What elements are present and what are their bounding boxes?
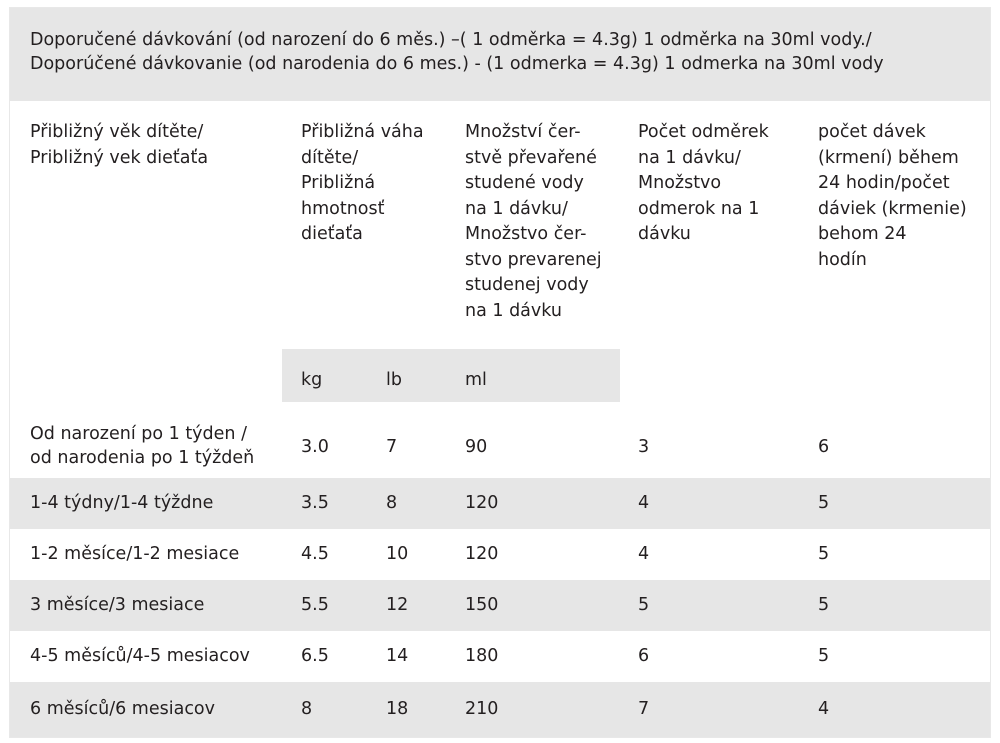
- title-line-czech: Doporučené dávkování (od narození do 6 měs.) –( 1 odměrka = 4.3g) 1 odměrka na 30ml vody./: [30, 30, 872, 50]
- units-band: [282, 349, 620, 402]
- cell-lb: 12: [386, 595, 409, 615]
- cell-scoops: 3: [638, 437, 650, 457]
- title-line-slovak: Doporúčené dávkovanie (od narodenia do 6 mes.) - (1 odmerka = 4.3g) 1 odmerka na 30ml vody: [30, 54, 884, 74]
- cell-lb: 8: [386, 493, 398, 513]
- cell-lb: 10: [386, 544, 409, 564]
- cell-lb: 7: [386, 437, 398, 457]
- cell-feeds: 5: [818, 595, 830, 615]
- cell-scoops: 5: [638, 595, 650, 615]
- cell-ml: 90: [465, 437, 488, 457]
- table-row: [10, 403, 990, 478]
- table-row: [10, 631, 990, 682]
- cell-ml: 180: [465, 646, 499, 666]
- cell-kg: 5.5: [301, 595, 329, 615]
- cell-feeds: 6: [818, 437, 830, 457]
- header-weight: Přibližná váha dítěte/ Približná hmotnosť dieťaťa: [301, 122, 424, 244]
- cell-feeds: 5: [818, 493, 830, 513]
- table-row: [10, 529, 990, 580]
- cell-feeds: 5: [818, 646, 830, 666]
- header-water: Množství čer- stvě převařené studené vody na 1 dávku/ Množstvo čer- stvo prevarenej studenej vody na 1 dávku: [465, 122, 602, 321]
- unit-lb: lb: [386, 370, 402, 390]
- cell-age: 1-2 měsíce/1-2 mesiace: [30, 544, 240, 564]
- header-scoops: Počet odměrek na 1 dávku/ Množstvo odmerok na 1 dávku: [638, 122, 769, 244]
- cell-feeds: 5: [818, 544, 830, 564]
- table-row: [10, 682, 990, 737]
- header-feeds: počet dávek (krmení) během 24 hodin/počet dáviek (krmenie) behom 24 hodín: [818, 122, 967, 270]
- cell-age: 3 měsíce/3 mesiace: [30, 595, 205, 615]
- cell-kg: 3.0: [301, 437, 329, 457]
- cell-ml: 210: [465, 699, 499, 719]
- cell-age: 1-4 týdny/1-4 týždne: [30, 493, 214, 513]
- table-row: [10, 580, 990, 631]
- unit-ml: ml: [465, 370, 487, 390]
- header-age: Přibližný věk dítěte/ Približný vek dieťaťa: [30, 122, 209, 168]
- cell-ml: 120: [465, 544, 499, 564]
- cell-lb: 18: [386, 699, 409, 719]
- dosage-table: [9, 7, 991, 738]
- cell-kg: 6.5: [301, 646, 329, 666]
- cell-lb: 14: [386, 646, 409, 666]
- cell-age: 4-5 měsíců/4-5 mesiacov: [30, 646, 250, 666]
- cell-scoops: 4: [638, 544, 650, 564]
- cell-age: 6 měsíců/6 mesiacov: [30, 699, 215, 719]
- cell-age: Od narození po 1 týden / od narodenia po 1 týždeň: [30, 424, 255, 468]
- cell-ml: 150: [465, 595, 499, 615]
- cell-kg: 3.5: [301, 493, 329, 513]
- cell-kg: 4.5: [301, 544, 329, 564]
- unit-kg: kg: [301, 370, 323, 390]
- table-row: [10, 478, 990, 529]
- cell-scoops: 6: [638, 646, 650, 666]
- cell-kg: 8: [301, 699, 313, 719]
- cell-ml: 120: [465, 493, 499, 513]
- cell-scoops: 7: [638, 699, 650, 719]
- title-band: [10, 8, 990, 101]
- cell-scoops: 4: [638, 493, 650, 513]
- cell-feeds: 4: [818, 699, 830, 719]
